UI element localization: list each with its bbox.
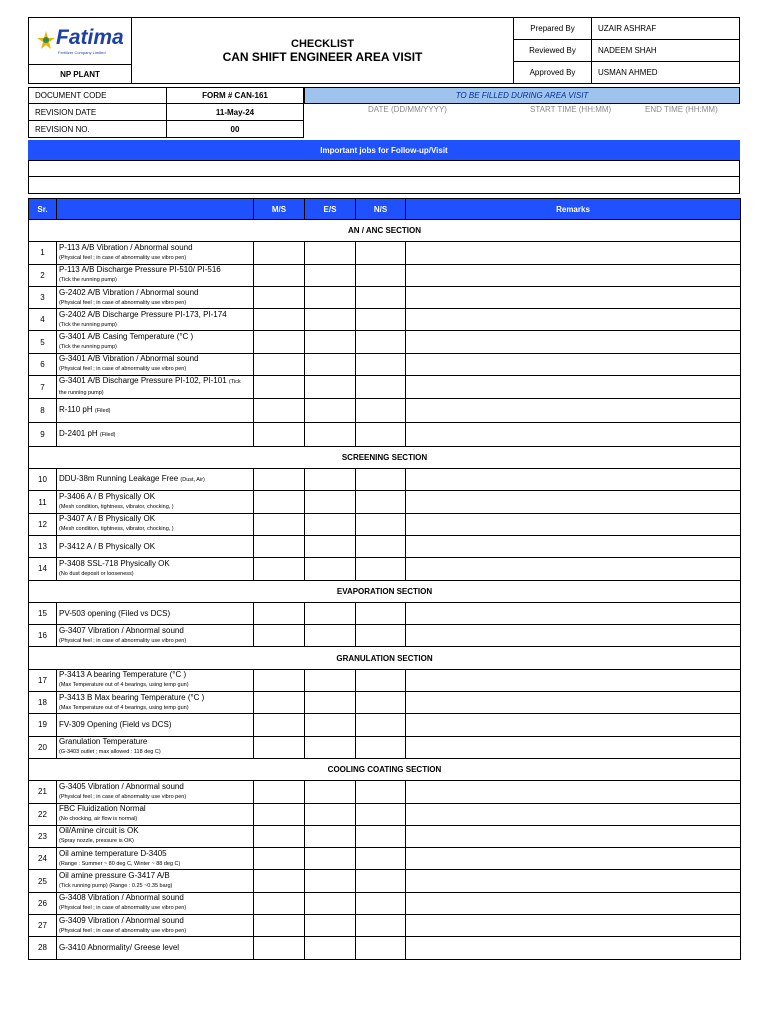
item-text: PV-503 opening (Filed vs DCS) <box>59 609 171 618</box>
checklist-table <box>28 198 741 960</box>
ns-cell[interactable] <box>356 602 406 624</box>
row-description <box>57 669 254 691</box>
ns-cell[interactable] <box>356 937 406 959</box>
remarks-cell[interactable] <box>406 535 741 557</box>
item-text: P-113 A/B Discharge Pressure PI-510/ PI-516 <box>59 265 221 275</box>
col-es: E/S <box>305 199 356 220</box>
remarks-cell[interactable] <box>406 714 741 736</box>
row-description <box>57 535 254 557</box>
es-cell[interactable] <box>305 535 356 557</box>
item-text: G-3405 Vibration / Abnormal sound <box>59 781 184 791</box>
row-description <box>57 376 254 399</box>
ns-cell[interactable] <box>356 242 406 264</box>
item-hint: the running pump) <box>59 390 104 397</box>
es-cell[interactable] <box>305 870 356 892</box>
reviewed-by-label: Reviewed By <box>513 39 592 62</box>
section-row <box>29 220 741 242</box>
row-number: 28 <box>29 937 57 959</box>
remarks-cell[interactable] <box>406 469 741 491</box>
ns-cell[interactable] <box>356 558 406 580</box>
remarks-cell[interactable] <box>406 692 741 714</box>
ms-cell[interactable] <box>254 937 305 959</box>
ns-cell[interactable] <box>356 423 406 447</box>
row-description <box>57 399 254 423</box>
es-cell[interactable] <box>305 376 356 399</box>
row-number: 22 <box>29 803 57 825</box>
item-hint: (Tick the running pump) <box>59 344 117 351</box>
es-cell[interactable] <box>305 399 356 423</box>
ns-cell[interactable] <box>356 353 406 375</box>
item-text: Oil amine pressure G-3417 A/B <box>59 871 170 881</box>
row-description <box>57 625 254 647</box>
item-text: FV-309 Opening (Field vs DCS) <box>59 720 172 730</box>
row-number: 20 <box>29 736 57 758</box>
remarks-cell[interactable] <box>406 286 741 308</box>
ns-cell[interactable] <box>356 491 406 513</box>
es-cell[interactable] <box>305 736 356 758</box>
table-row <box>29 469 741 491</box>
ms-cell[interactable] <box>254 625 305 647</box>
table-row <box>29 491 741 513</box>
row-number: 11 <box>29 491 57 513</box>
ms-cell[interactable] <box>254 491 305 513</box>
ms-cell[interactable] <box>254 264 305 286</box>
es-cell[interactable] <box>305 937 356 959</box>
approved-by-value: USMAN AHMED <box>591 61 740 84</box>
item-text: G-3401 A/B Vibration / Abnormal sound <box>59 354 199 364</box>
table-row <box>29 331 741 353</box>
item-note: (Filed) <box>99 432 116 439</box>
row-number: 27 <box>29 915 57 937</box>
ns-cell[interactable] <box>356 692 406 714</box>
ms-cell[interactable] <box>254 331 305 353</box>
ns-cell[interactable] <box>356 399 406 423</box>
remarks-cell[interactable] <box>406 242 741 264</box>
item-note: (Filed) <box>94 408 111 415</box>
row-number: 24 <box>29 848 57 870</box>
title-line1: CHECKLIST <box>291 38 354 50</box>
row-description <box>57 692 254 714</box>
ns-cell[interactable] <box>356 625 406 647</box>
section-title: SCREENING SECTION <box>29 447 741 469</box>
row-description <box>57 781 254 803</box>
table-row <box>29 513 741 535</box>
item-text: P-3412 A / B Physically OK <box>59 542 156 552</box>
row-description <box>57 286 254 308</box>
ms-cell[interactable] <box>254 513 305 535</box>
row-number: 21 <box>29 781 57 803</box>
item-text: D-2401 pH <box>59 429 98 439</box>
es-cell[interactable] <box>305 602 356 624</box>
item-text: Oil/Amine circuit is OK <box>59 826 139 836</box>
es-cell[interactable] <box>305 803 356 825</box>
ms-cell[interactable] <box>254 469 305 491</box>
table-row <box>29 264 741 286</box>
ns-cell[interactable] <box>356 848 406 870</box>
table-row <box>29 692 741 714</box>
ms-cell[interactable] <box>254 892 305 914</box>
row-number: 6 <box>29 353 57 375</box>
row-description <box>57 469 254 491</box>
col-ns: N/S <box>356 199 406 220</box>
row-description <box>57 331 254 353</box>
row-number: 10 <box>29 469 57 491</box>
end-time-field[interactable]: END TIME (HH:MM) <box>645 105 718 114</box>
followup-header: Important jobs for Follow-up/Visit <box>28 140 740 160</box>
item-hint: (Physical feel ; in case of abnormality use vibro pen) <box>59 254 187 261</box>
es-cell[interactable] <box>305 242 356 264</box>
table-row <box>29 242 741 264</box>
row-number: 7 <box>29 376 57 399</box>
item-text: P-3413 B Max bearing Temperature (°C ) <box>59 692 205 702</box>
row-number: 1 <box>29 242 57 264</box>
table-row <box>29 399 741 423</box>
item-text: G-3401 A/B Discharge Pressure PI-102, PI-101 <box>59 376 227 386</box>
row-description <box>57 264 254 286</box>
prepared-by-label: Prepared By <box>513 17 592 40</box>
table-row <box>29 714 741 736</box>
ms-cell[interactable] <box>254 692 305 714</box>
section-row <box>29 758 741 780</box>
ns-cell[interactable] <box>356 736 406 758</box>
remarks-cell[interactable] <box>406 423 741 447</box>
row-description <box>57 423 254 447</box>
remarks-cell[interactable] <box>406 825 741 847</box>
es-cell[interactable] <box>305 331 356 353</box>
remarks-cell[interactable] <box>406 264 741 286</box>
remarks-cell[interactable] <box>406 848 741 870</box>
item-text: P-3413 A bearing Temperature (°C ) <box>59 670 187 680</box>
row-description <box>57 714 254 736</box>
table-row <box>29 825 741 847</box>
item-hint: (No chocking, air flow is normal) <box>59 816 138 823</box>
prepared-by-value: UZAIR ASHRAF <box>591 17 740 40</box>
remarks-cell[interactable] <box>406 513 741 535</box>
remarks-cell[interactable] <box>406 376 741 399</box>
ns-cell[interactable] <box>356 309 406 331</box>
item-hint: (Physical feel ; in case of abnormality use vibro pen) <box>59 927 187 934</box>
ms-cell[interactable] <box>254 558 305 580</box>
row-description <box>57 937 254 959</box>
remarks-cell[interactable] <box>406 309 741 331</box>
item-text: FBC Fluidization Normal <box>59 804 146 814</box>
row-number: 5 <box>29 331 57 353</box>
fatima-logo-icon <box>37 31 55 51</box>
es-cell[interactable] <box>305 669 356 691</box>
ms-cell[interactable] <box>254 803 305 825</box>
es-cell[interactable] <box>305 264 356 286</box>
es-cell[interactable] <box>305 309 356 331</box>
row-number: 2 <box>29 264 57 286</box>
row-number: 13 <box>29 535 57 557</box>
remarks-cell[interactable] <box>406 625 741 647</box>
row-number: 14 <box>29 558 57 580</box>
table-header-row <box>29 199 741 220</box>
ms-cell[interactable] <box>254 781 305 803</box>
es-cell[interactable] <box>305 558 356 580</box>
row-number: 18 <box>29 692 57 714</box>
ms-cell[interactable] <box>254 286 305 308</box>
es-cell[interactable] <box>305 625 356 647</box>
remarks-cell[interactable] <box>406 736 741 758</box>
item-hint: (No dust deposit or looseness) <box>59 570 134 577</box>
row-number: 8 <box>29 399 57 423</box>
ms-cell[interactable] <box>254 399 305 423</box>
remarks-cell[interactable] <box>406 331 741 353</box>
rev-date-value: 11-May-24 <box>166 103 304 121</box>
col-remarks: Remarks <box>406 199 741 220</box>
remarks-cell[interactable] <box>406 399 741 423</box>
col-ms: M/S <box>254 199 305 220</box>
ns-cell[interactable] <box>356 714 406 736</box>
section-title: AN / ANC SECTION <box>29 220 741 242</box>
ns-cell[interactable] <box>356 892 406 914</box>
row-number: 15 <box>29 602 57 624</box>
item-text: G-3408 Vibration / Abnormal sound <box>59 893 184 903</box>
remarks-cell[interactable] <box>406 602 741 624</box>
item-text: Granulation Temperature <box>59 737 148 747</box>
row-description <box>57 870 254 892</box>
table-row <box>29 376 741 399</box>
table-row <box>29 535 741 557</box>
ns-cell[interactable] <box>356 513 406 535</box>
rev-no-label: REVISION NO. <box>28 120 167 138</box>
row-description <box>57 513 254 535</box>
remarks-cell[interactable] <box>406 937 741 959</box>
ns-cell[interactable] <box>356 825 406 847</box>
logo-cell <box>28 17 132 65</box>
ns-cell[interactable] <box>356 469 406 491</box>
item-text: R-110 pH <box>59 405 93 415</box>
row-description <box>57 848 254 870</box>
row-description <box>57 558 254 580</box>
row-description <box>57 915 254 937</box>
item-hint: (Physical feel ; in case of abnormality use vibro pen) <box>59 637 187 644</box>
item-hint: (Range : Summer ~ 80 deg C, Winter ~ 88 deg C) <box>59 860 181 867</box>
item-hint: (Tick the running pump) <box>59 321 117 328</box>
item-hint: (Tick running pump) (Range : 0.25 ~0.35 barg) <box>59 883 173 890</box>
item-text: G-3409 Vibration / Abnormal sound <box>59 915 184 925</box>
es-cell[interactable] <box>305 469 356 491</box>
ms-cell[interactable] <box>254 848 305 870</box>
es-cell[interactable] <box>305 423 356 447</box>
table-row <box>29 353 741 375</box>
table-row <box>29 558 741 580</box>
item-text: Oil amine temperature D-3405 <box>59 848 167 858</box>
remarks-cell[interactable] <box>406 491 741 513</box>
ns-cell[interactable] <box>356 535 406 557</box>
ms-cell[interactable] <box>254 736 305 758</box>
table-row <box>29 736 741 758</box>
table-row <box>29 937 741 959</box>
remarks-cell[interactable] <box>406 870 741 892</box>
item-text: G-3401 A/B Casing Temperature (°C ) <box>59 332 194 342</box>
ms-cell[interactable] <box>254 870 305 892</box>
ns-cell[interactable] <box>356 781 406 803</box>
item-text: P-3407 A / B Physically OK <box>59 514 156 524</box>
item-note: (Dust, Air) <box>180 477 205 484</box>
es-cell[interactable] <box>305 781 356 803</box>
es-cell[interactable] <box>305 848 356 870</box>
row-number: 23 <box>29 825 57 847</box>
item-text: G-2402 A/B Vibration / Abnormal sound <box>59 287 199 297</box>
item-hint: (Physical feel ; in case of abnormality use vibro pen) <box>59 366 187 373</box>
col-sr: Sr. <box>29 199 57 220</box>
item-note: (Tick <box>228 379 241 386</box>
es-cell[interactable] <box>305 353 356 375</box>
remarks-cell[interactable] <box>406 915 741 937</box>
es-cell[interactable] <box>305 692 356 714</box>
row-description <box>57 602 254 624</box>
page-title: CAN SHIFT ENGINEER AREA VISIT <box>222 50 423 64</box>
ns-cell[interactable] <box>356 915 406 937</box>
followup-line-1[interactable] <box>28 160 740 177</box>
followup-line-2[interactable] <box>28 176 740 194</box>
fill-note-text: TO BE FILLED DURING AREA VISIT <box>455 91 589 100</box>
rev-date-label: REVISION DATE <box>28 103 167 121</box>
ns-cell[interactable] <box>356 286 406 308</box>
plant-name: NP PLANT <box>28 64 132 84</box>
ns-cell[interactable] <box>356 331 406 353</box>
item-text: P-3406 A / B Physically OK <box>59 492 156 502</box>
row-number: 12 <box>29 513 57 535</box>
title-cell <box>131 17 514 84</box>
doc-code-label: DOCUMENT CODE <box>28 87 167 104</box>
table-row <box>29 625 741 647</box>
es-cell[interactable] <box>305 286 356 308</box>
item-hint: (G-3403 outlet ; max allowed : 118 deg C) <box>59 749 161 756</box>
section-title: COOLING COATING SECTION <box>29 758 741 780</box>
item-hint: (Spray nozzle, pressure is OK) <box>59 838 134 845</box>
table-row <box>29 803 741 825</box>
ms-cell[interactable] <box>254 535 305 557</box>
row-description <box>57 803 254 825</box>
item-hint: (Physical feel ; in case of abnormality use vibro pen) <box>59 793 187 800</box>
row-number: 19 <box>29 714 57 736</box>
logo-tagline: Fertilizer Company Limited <box>58 50 106 55</box>
ms-cell[interactable] <box>254 714 305 736</box>
rev-no-value: 00 <box>166 120 304 138</box>
table-row <box>29 602 741 624</box>
row-number: 9 <box>29 423 57 447</box>
remarks-cell[interactable] <box>406 803 741 825</box>
remarks-cell[interactable] <box>406 558 741 580</box>
item-hint: (Mesh condition, tightness, vibrator, chocking, ) <box>59 526 174 533</box>
es-cell[interactable] <box>305 892 356 914</box>
table-row <box>29 286 741 308</box>
fill-note <box>304 87 740 104</box>
row-description <box>57 353 254 375</box>
doc-code-value: FORM # CAN-161 <box>166 87 304 104</box>
ms-cell[interactable] <box>254 602 305 624</box>
table-row <box>29 781 741 803</box>
item-hint: (Max Temperature out of 4 bearings, using temp gun) <box>59 704 189 711</box>
row-description <box>57 736 254 758</box>
remarks-cell[interactable] <box>406 892 741 914</box>
section-title: EVAPORATION SECTION <box>29 580 741 602</box>
section-row <box>29 447 741 469</box>
item-text: G-2402 A/B Discharge Pressure PI-173, PI-174 <box>59 309 227 319</box>
ns-cell[interactable] <box>356 669 406 691</box>
section-row <box>29 647 741 669</box>
row-description <box>57 242 254 264</box>
row-number: 3 <box>29 286 57 308</box>
reviewed-by-value: NADEEM SHAH <box>591 39 740 62</box>
es-cell[interactable] <box>305 714 356 736</box>
start-time-field[interactable]: START TIME (HH:MM) <box>530 105 612 114</box>
table-row <box>29 870 741 892</box>
row-description <box>57 491 254 513</box>
row-number: 26 <box>29 892 57 914</box>
ms-cell[interactable] <box>254 825 305 847</box>
row-description <box>57 892 254 914</box>
table-row <box>29 848 741 870</box>
es-cell[interactable] <box>305 825 356 847</box>
row-description <box>57 309 254 331</box>
ms-cell[interactable] <box>254 242 305 264</box>
section-row <box>29 580 741 602</box>
item-hint: (Max Temperature out of 4 bearings, using temp gun) <box>59 682 189 689</box>
ms-cell[interactable] <box>254 915 305 937</box>
approved-by-label: Approved By <box>513 61 592 84</box>
row-description <box>57 825 254 847</box>
logo-name: Fatima <box>56 26 124 49</box>
table-row <box>29 423 741 447</box>
col-description <box>57 199 254 220</box>
item-text: P-113 A/B Vibration / Abnormal sound <box>59 242 193 252</box>
ns-cell[interactable] <box>356 870 406 892</box>
ns-cell[interactable] <box>356 264 406 286</box>
ms-cell[interactable] <box>254 353 305 375</box>
section-title: GRANULATION SECTION <box>29 647 741 669</box>
item-hint: (Tick the running pump) <box>59 277 117 284</box>
ms-cell[interactable] <box>254 309 305 331</box>
ms-cell[interactable] <box>254 423 305 447</box>
es-cell[interactable] <box>305 491 356 513</box>
item-text: G-3410 Abnormality/ Greese level <box>59 943 180 953</box>
ms-cell[interactable] <box>254 669 305 691</box>
table-row <box>29 915 741 937</box>
date-field[interactable]: DATE (DD/MM/YYYY) <box>368 105 447 114</box>
remarks-cell[interactable] <box>406 353 741 375</box>
item-text: P-3408 SSL-718 Physically OK <box>59 558 170 568</box>
es-cell[interactable] <box>305 513 356 535</box>
row-number: 16 <box>29 625 57 647</box>
item-hint: (Physical feel ; in case of abnormality use vibro pen) <box>59 299 187 306</box>
ms-cell[interactable] <box>254 376 305 399</box>
ns-cell[interactable] <box>356 803 406 825</box>
item-text: DDU-38m Running Leakage Free <box>59 474 179 484</box>
row-number: 17 <box>29 669 57 691</box>
row-number: 4 <box>29 309 57 331</box>
row-number: 25 <box>29 870 57 892</box>
remarks-cell[interactable] <box>406 781 741 803</box>
item-hint: (Physical feel ; in case of abnormality use vibro pen) <box>59 905 187 912</box>
table-row <box>29 892 741 914</box>
table-row <box>29 669 741 691</box>
item-text: G-3407 Vibration / Abnormal sound <box>59 625 184 635</box>
ns-cell[interactable] <box>356 376 406 399</box>
table-row <box>29 309 741 331</box>
es-cell[interactable] <box>305 915 356 937</box>
item-hint: (Mesh condition, tightness, vibrator, chocking, ) <box>59 504 174 511</box>
remarks-cell[interactable] <box>406 669 741 691</box>
